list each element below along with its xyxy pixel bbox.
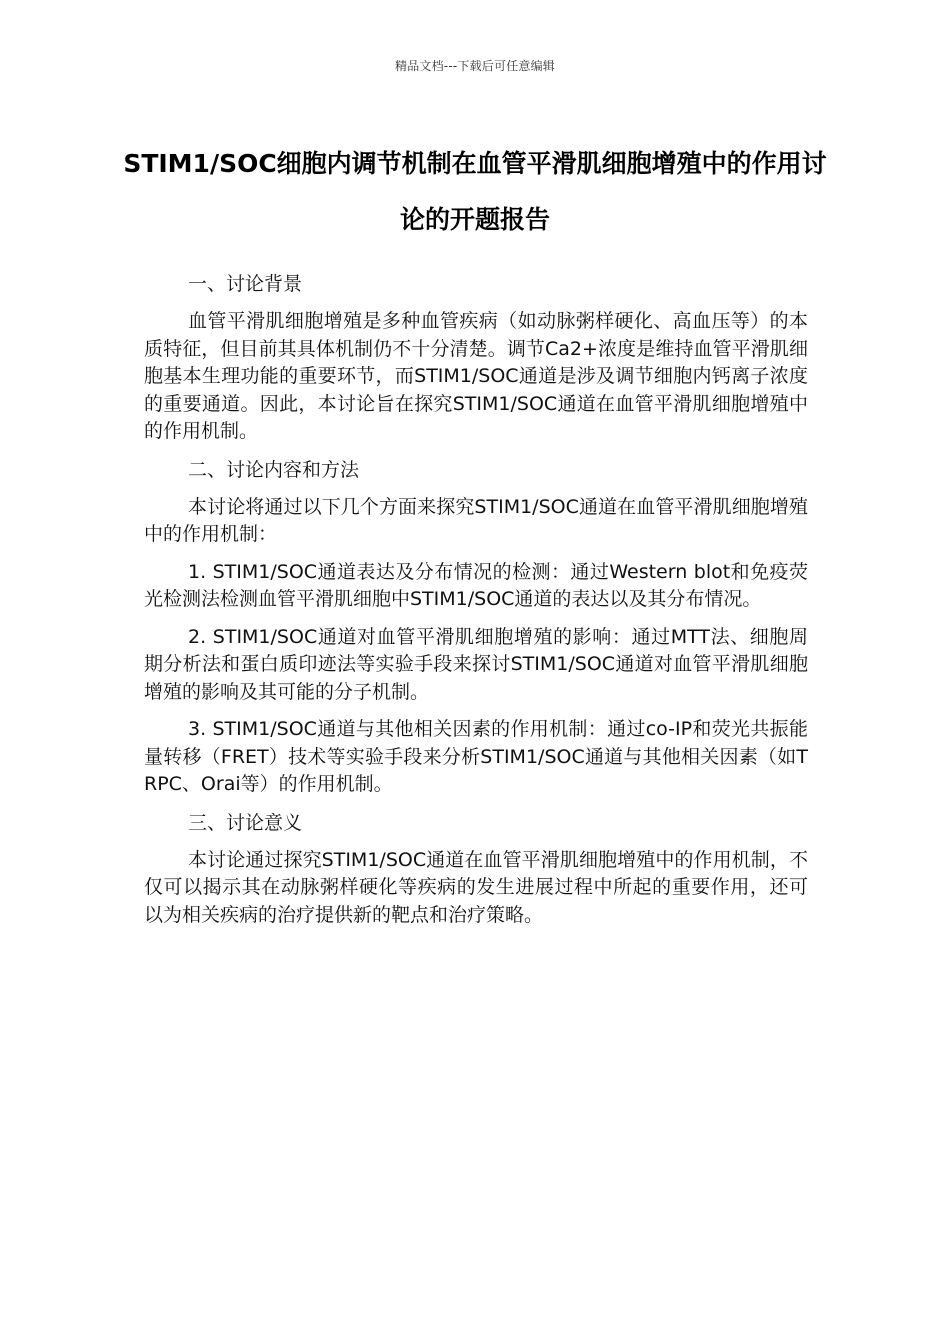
- document-body: [144, 270, 808, 939]
- section-background: [144, 270, 808, 446]
- list-item: 1. STIM1/SOC通道表达及分布情况的检测：通过Western blot和免疫荧光检测法检测血管平滑肌细胞中STIM1/SOC通道的表达以及其分布情况。: [144, 560, 808, 610]
- document-title: STIM1/SOC细胞内调节机制在血管平滑肌细胞增殖中的作用讨论的开题报告: [123, 149, 827, 234]
- paragraph: 本讨论通过探究STIM1/SOC通道在血管平滑肌细胞增殖中的作用机制，不仅可以揭示其在动脉粥样硬化等疾病的发生进展过程中所起的重要作用，还可以为相关疾病的治疗提供新的靶点和治疗策略。: [144, 848, 808, 926]
- section-heading: 一、讨论背景: [188, 273, 303, 295]
- paragraph: 本讨论将通过以下几个方面来探究STIM1/SOC通道在血管平滑肌细胞增殖中的作用机制：: [144, 495, 808, 545]
- section-content-methods: [144, 456, 808, 799]
- section-heading: 二、讨论内容和方法: [188, 458, 360, 481]
- list-item: 2. STIM1/SOC通道对血管平滑肌细胞增殖的影响：通过MTT法、细胞周期分析法和蛋白质印迹法等实验手段来探讨STIM1/SOC通道对血管平滑肌细胞增殖的影响及其可能的分子机制。: [144, 625, 808, 703]
- section-significance: [144, 809, 808, 930]
- list-item: 3. STIM1/SOC通道与其他相关因素的作用机制：通过co-IP和荧光共振能量转移（FRET）技术等实验手段来分析STIM1/SOC通道与其他相关因素（如TRPC、Orai等）的作用机制。: [144, 718, 808, 795]
- header-note: 精品文档---下载后可任意编辑: [395, 59, 555, 73]
- section-heading: 三、讨论意义: [188, 811, 303, 834]
- paragraph: 血管平滑肌细胞增殖是多种血管疾病（如动脉粥样硬化、高血压等）的本质特征，但目前其具体机制仍不十分清楚。调节Ca2+浓度是维持血管平滑肌细胞基本生理功能的重要环节，而STIM1/SOC通道是涉及调节细胞内钙离子浓度的重要通道。因此，本讨论旨在探究STIM1/SOC通道在血管平滑肌细胞增殖中的作用机制。: [144, 310, 808, 442]
